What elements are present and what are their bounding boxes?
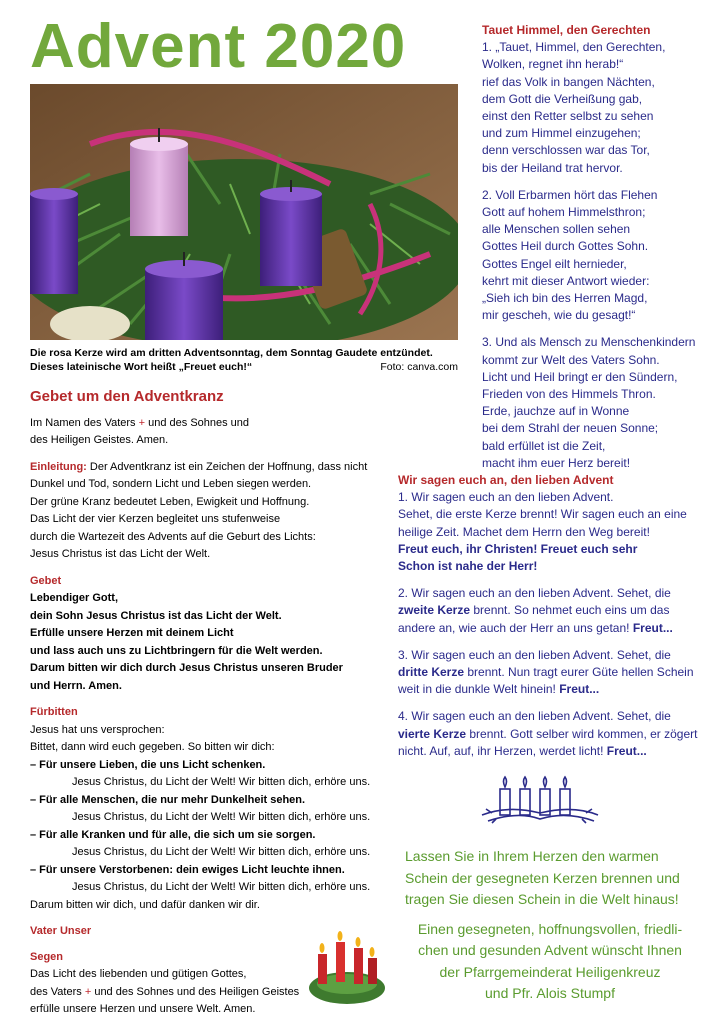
greeting-section xyxy=(405,846,695,1005)
fuerbitte-response: Jesus Christus, du Licht der Welt! Wir bitten dich, erhöre uns. xyxy=(72,881,371,893)
einleitung-label: Einleitung: xyxy=(30,460,87,473)
gebet-line: dein Sohn Jesus Christus ist das Licht der Welt. xyxy=(30,609,282,622)
greeting-paragraph-2: Einen gesegneten, hoffnungsvollen, friedli- chen und gesunden Advent wünscht Ihnen der Pfarrgemeinderat Heiligenkreuz und Pfr. Alois Stumpf xyxy=(417,920,683,1001)
wir-sagen-song xyxy=(398,472,703,760)
einleitung-line-3: Der grüne Kranz bedeutet Leben, Ewigkeit und Hoffnung. xyxy=(30,495,310,508)
segen-line-2: des Vaters + und des Sohnes und des Heiligen Geistes xyxy=(30,985,300,998)
fuerbitte-response: Jesus Christus, du Licht der Welt! Wir bitten dich, erhöre uns. xyxy=(72,846,371,858)
fuerbitte-item: – Für alle Menschen, die nur mehr Dunkelheit sehen. xyxy=(30,793,306,806)
greeting-paragraph-1: Lassen Sie in Ihrem Herzen den warmen Schein der gesegneten Kerzen brennen und tragen Sie diesen Schein in die Welt hinaus! xyxy=(405,848,680,907)
gebet-section xyxy=(30,388,375,1019)
wirsagen-verse-2: 2. Wir sagen euch an den lieben Advent. Sehet, die zweite Kerze brennt. So nehmet euch eins um das andere an, wie auch der Herr an uns getan! Freut... xyxy=(398,586,673,635)
photo-caption xyxy=(30,346,458,374)
tauet-himmel-song xyxy=(482,22,702,472)
fuerbitte-item: – Für unsere Lieben, die uns Licht schenken. xyxy=(30,758,266,771)
fuerbitte-response: Jesus Christus, du Licht der Welt! Wir bitten dich, erhöre uns. xyxy=(72,811,371,823)
gebet-line: Lebendiger Gott, xyxy=(30,592,118,604)
wirsagen-verse-1: 1. Wir sagen euch an den lieben Advent. Sehet, die erste Kerze brennt! Wir sagen euch an eine heilige Zeit. Machet dem Herrn den Weg bereit! Freut euch, ihr Christen! Freuet euch sehr Schon ist nahe der Herr! xyxy=(398,490,687,574)
tauet-title: Tauet Himmel, den Gerechten xyxy=(482,23,651,37)
fuerbitten-line-1: Jesus hat uns versprochen: xyxy=(30,723,165,736)
intro-line-2: des Heiligen Geistes. Amen. xyxy=(30,434,169,446)
wirsagen-title: Wir sagen euch an, den lieben Advent xyxy=(398,473,614,487)
einleitung-line-6: Jesus Christus ist das Licht der Welt. xyxy=(30,548,211,560)
cross-symbol: + xyxy=(84,985,92,998)
einleitung-line-5: durch die Wartezeit des Advents auf die Geburt des Lichts: xyxy=(30,530,316,543)
einleitung-line-2: Dunkel und Tod, sondern Licht und Leben siegen werden. xyxy=(30,478,312,490)
einleitung-line-1: Einleitung: Der Adventkranz ist ein Zeichen der Hoffnung, dass nicht xyxy=(30,460,368,473)
advent-wreath-icon xyxy=(306,928,388,1008)
tauet-stanza-1: 1. „Tauet, Himmel, den Gerechten, Wolken, regnet ihn herab!“ rief das Volk in bangen Nächten, dem Gott die Verheißung gab, einst den Retter selbst zu sehen und zum Himmel einzugehen; denn verschlossen war das Tor, bis der Heiland trat hervor. xyxy=(482,40,666,175)
fuerbitte-item: – Für alle Kranken und für alle, die sich um sie sorgen. xyxy=(30,828,316,841)
cross-symbol: + xyxy=(138,416,146,429)
tauet-stanza-3: 3. Und als Mensch zu Menschenkindern kommt zur Welt des Vaters Sohn. Licht und Heil bringt er den Sündern, Frieden von des Himmels Thron. Erde, jauchze auf in Wonne bei dem Strahl der neuen Sonne; bald erfüllet ist die Zeit, macht ihm euer Herz bereit! xyxy=(482,335,696,470)
wirsagen-verse-4: 4. Wir sagen euch an den lieben Advent. Sehet, die vierte Kerze brennt. Gott selber wird kommen, er zögert nicht. Auf, auf, ihr Herzen, werdet licht! Freut... xyxy=(398,709,698,758)
gebet-line: Erfülle unsere Herzen mit deinem Licht xyxy=(30,627,234,639)
fuerbitten-closing: Darum bitten wir dich, und dafür danken wir dir. xyxy=(30,898,260,911)
gebet-line: und lass auch uns zu Lichtbringern für die Welt werden. xyxy=(30,644,323,657)
tauet-stanza-2: 2. Voll Erbarmen hört das Flehen Gott auf hohem Himmelsthron; alle Menschen sollen sehen Gottes Heil durch Gottes Sohn. Gottes Engel eilt hernieder, kehrt mit dieser Antwort wieder: „Sieh ich bin des Herren Magd, mir gescheh, wie du gesagt!“ xyxy=(482,187,658,323)
gebet-line: und Herrn. Amen. xyxy=(30,679,122,692)
segen-line-3: erfülle unsere Herzen und unsere Welt. Amen. xyxy=(30,1003,256,1015)
caption-line-2: Dieses lateinische Wort heißt „Freuet euch!“ xyxy=(30,361,253,373)
segen-line-1: Das Licht des liebenden und gütigen Gottes, xyxy=(30,968,247,980)
einleitung-line-4: Das Licht der vier Kerzen begleitet uns stufenweise xyxy=(30,513,281,525)
caption-line-1: Die rosa Kerze wird am dritten Adventsonntag, dem Sonntag Gaudete entzündet. xyxy=(30,347,433,359)
advent-wreath-photo xyxy=(30,84,458,340)
photo-credit: Foto: canva.com xyxy=(380,361,458,373)
fuerbitte-item: – Für unsere Verstorbenen: dein ewiges Licht leuchte ihnen. xyxy=(30,863,345,876)
fuerbitte-response: Jesus Christus, du Licht der Welt! Wir bitten dich, erhöre uns. xyxy=(72,776,371,788)
gebet-label: Gebet xyxy=(30,574,62,587)
page-title: Advent 2020 xyxy=(30,12,407,81)
segen-label: Segen xyxy=(30,950,64,963)
candles-drawing-icon xyxy=(478,775,602,827)
intro-line-1: Im Namen des Vaters + und des Sohnes und xyxy=(30,416,250,429)
wirsagen-verse-3: 3. Wir sagen euch an den lieben Advent. Sehet, die dritte Kerze brennt. Nun tragt eurer Güte hellen Schein weit in die dunkle Welt hinein! Freut... xyxy=(398,647,694,697)
gebet-heading: Gebet um den Adventkranz xyxy=(30,388,224,405)
gebet-line: Darum bitten wir dich durch Jesus Christus unseren Bruder xyxy=(30,662,343,674)
fuerbitten-line-2: Bittet, dann wird euch gegeben. So bitten wir dich: xyxy=(30,741,275,753)
fuerbitten-label: Fürbitten xyxy=(30,706,78,718)
vater-unser-label: Vater Unser xyxy=(30,925,92,937)
